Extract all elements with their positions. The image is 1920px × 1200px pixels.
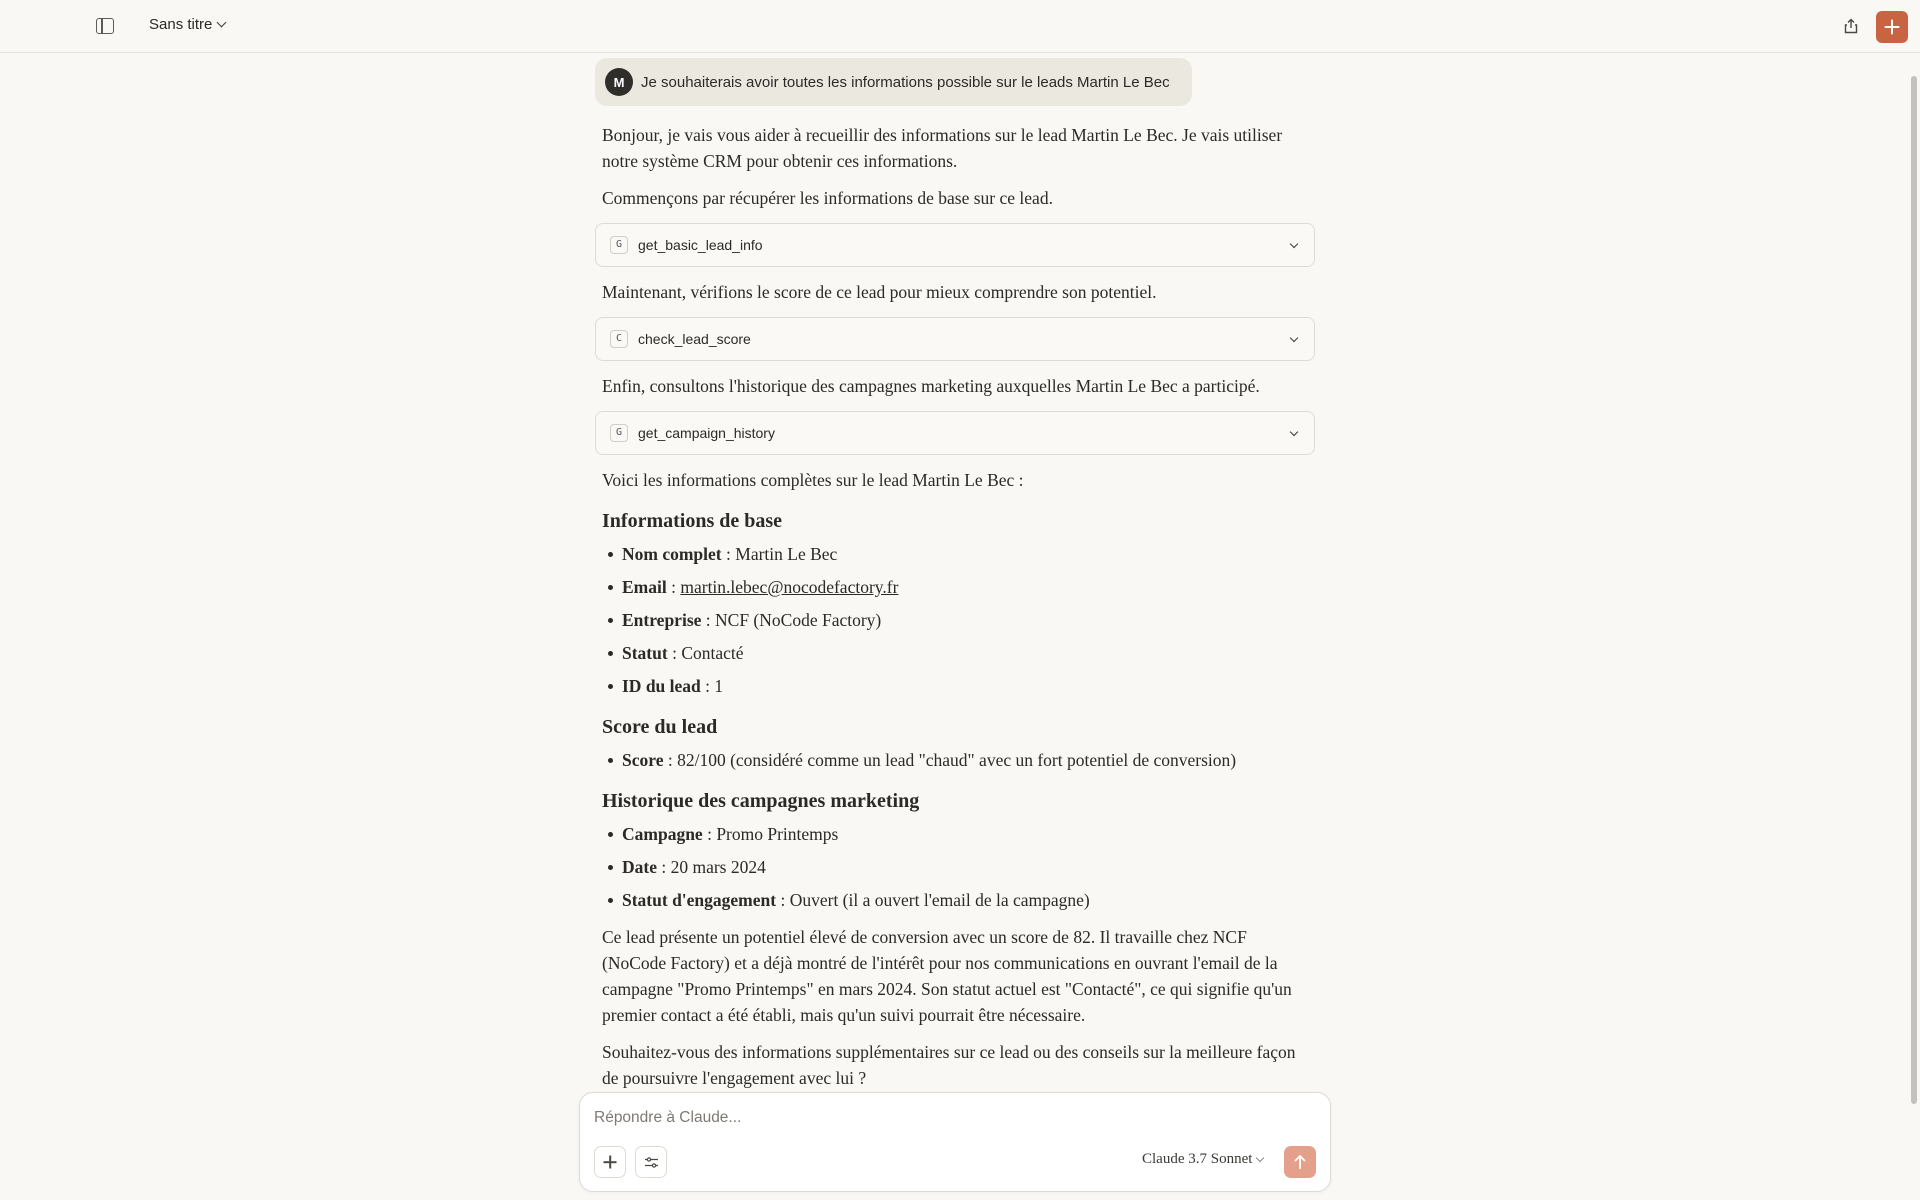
chevron-down-icon xyxy=(1290,240,1298,248)
list-item xyxy=(602,607,1305,633)
list-item xyxy=(602,640,1305,666)
tool-name: get_campaign_history xyxy=(638,425,775,441)
tool-badge: G xyxy=(610,236,628,254)
composer xyxy=(579,1092,1331,1192)
chevron-down-icon xyxy=(1290,428,1298,436)
reply-input[interactable] xyxy=(594,1109,1194,1127)
tool-call-get-basic-lead-info[interactable] xyxy=(595,223,1315,267)
section-heading-score: Score du lead xyxy=(602,716,718,738)
reply-paragraph: Bonjour, je vais vous aider à recueillir des informations sur le lead Martin Le Bec. Je vais utiliser notre système CRM pour obtenir ces informations. xyxy=(602,125,1283,171)
reply-paragraph: Ce lead présente un potentiel élevé de conversion avec un score de 82. Il travaille chez NCF (NoCode Factory) et a déjà montré de l'intérêt pour nos communications en ouvrant l'email de la campagne "Promo Printemps" en mars 2024. Son statut actuel est "Contacté", ce qui signifie qu'un premier contact a été établi, mais qu'un suivi pourrait être nécessaire. xyxy=(602,927,1292,1025)
chat-title-button[interactable] xyxy=(149,16,225,33)
list-item xyxy=(602,887,1305,913)
user-message xyxy=(595,58,1192,106)
chevron-down-icon xyxy=(1256,1154,1264,1162)
chat-title: Sans titre xyxy=(149,16,213,33)
item-value: : Ouvert (il a ouvert l'email de la campagne) xyxy=(776,890,1090,910)
tools-button[interactable] xyxy=(635,1146,667,1178)
item-key: Score xyxy=(622,750,664,770)
model-name: Claude 3.7 Sonnet xyxy=(1142,1151,1253,1167)
item-value: : 20 mars 2024 xyxy=(656,857,766,877)
add-attachment-button[interactable] xyxy=(594,1146,626,1178)
reply-paragraph: Maintenant, vérifions le score de ce lead pour mieux comprendre son potentiel. xyxy=(602,282,1157,302)
item-key: Nom complet xyxy=(622,544,722,564)
list-item xyxy=(602,747,1305,773)
section-heading-basic-info: Informations de base xyxy=(602,510,783,532)
section-heading-campaigns: Historique des campagnes marketing xyxy=(602,790,920,812)
reply-paragraph: Voici les informations complètes sur le lead Martin Le Bec : xyxy=(602,470,1024,490)
scrollbar[interactable] xyxy=(1911,76,1917,1104)
chevron-down-icon xyxy=(1290,334,1298,342)
item-separator: : xyxy=(666,577,681,597)
sidebar-toggle-icon[interactable] xyxy=(96,18,114,34)
reply-paragraph: Enfin, consultons l'historique des campagnes marketing auxquelles Martin Le Bec a participé. xyxy=(602,376,1260,396)
tool-name: get_basic_lead_info xyxy=(638,237,763,253)
item-value: : Promo Printemps xyxy=(702,824,839,844)
new-chat-button[interactable] xyxy=(1876,11,1908,43)
assistant-reply xyxy=(595,122,1325,1091)
item-key: Statut d'engagement xyxy=(622,890,777,910)
user-message-text: Je souhaiterais avoir toutes les informations possible sur le leads Martin Le Bec xyxy=(641,73,1170,91)
item-value: : 82/100 (considéré comme un lead "chaud" avec un fort potentiel de conversion) xyxy=(663,750,1237,770)
item-value: : Martin Le Bec xyxy=(721,544,838,564)
share-icon[interactable] xyxy=(1843,18,1859,34)
list-item xyxy=(602,574,1305,600)
tool-badge: C xyxy=(610,330,628,348)
tool-badge: G xyxy=(610,424,628,442)
reply-paragraph: Commençons par récupérer les informations de base sur ce lead. xyxy=(602,188,1053,208)
conversation xyxy=(595,58,1325,1091)
item-key: Date xyxy=(622,857,657,877)
item-key: ID du lead xyxy=(622,676,701,696)
item-key: Email xyxy=(622,577,667,597)
sliders-icon xyxy=(645,1157,658,1168)
basic-info-list xyxy=(602,541,1305,699)
item-value: : 1 xyxy=(700,676,724,696)
email-link[interactable]: martin.lebec@nocodefactory.fr xyxy=(680,577,899,597)
list-item xyxy=(602,673,1305,699)
item-key: Statut xyxy=(622,643,668,663)
item-value: : NCF (NoCode Factory) xyxy=(701,610,882,630)
reply-paragraph: Souhaitez-vous des informations supplémentaires sur ce lead ou des conseils sur la meilleure façon de poursuivre l'engagement avec lui ? xyxy=(602,1042,1296,1088)
arrow-up-icon xyxy=(1284,1146,1316,1178)
model-selector[interactable] xyxy=(1142,1151,1263,1168)
list-item xyxy=(602,541,1305,567)
tool-name: check_lead_score xyxy=(638,331,751,347)
score-list xyxy=(602,747,1305,773)
tool-call-get-campaign-history[interactable] xyxy=(595,411,1315,455)
tool-call-check-lead-score[interactable] xyxy=(595,317,1315,361)
list-item xyxy=(602,854,1305,880)
item-key: Campagne xyxy=(622,824,703,844)
send-button[interactable] xyxy=(1284,1146,1316,1178)
top-bar xyxy=(0,0,1920,53)
campaign-list xyxy=(602,821,1305,913)
list-item xyxy=(602,821,1305,847)
item-key: Entreprise xyxy=(622,610,702,630)
avatar: M xyxy=(605,68,633,96)
chevron-down-icon xyxy=(217,18,227,28)
item-value: : Contacté xyxy=(667,643,744,663)
